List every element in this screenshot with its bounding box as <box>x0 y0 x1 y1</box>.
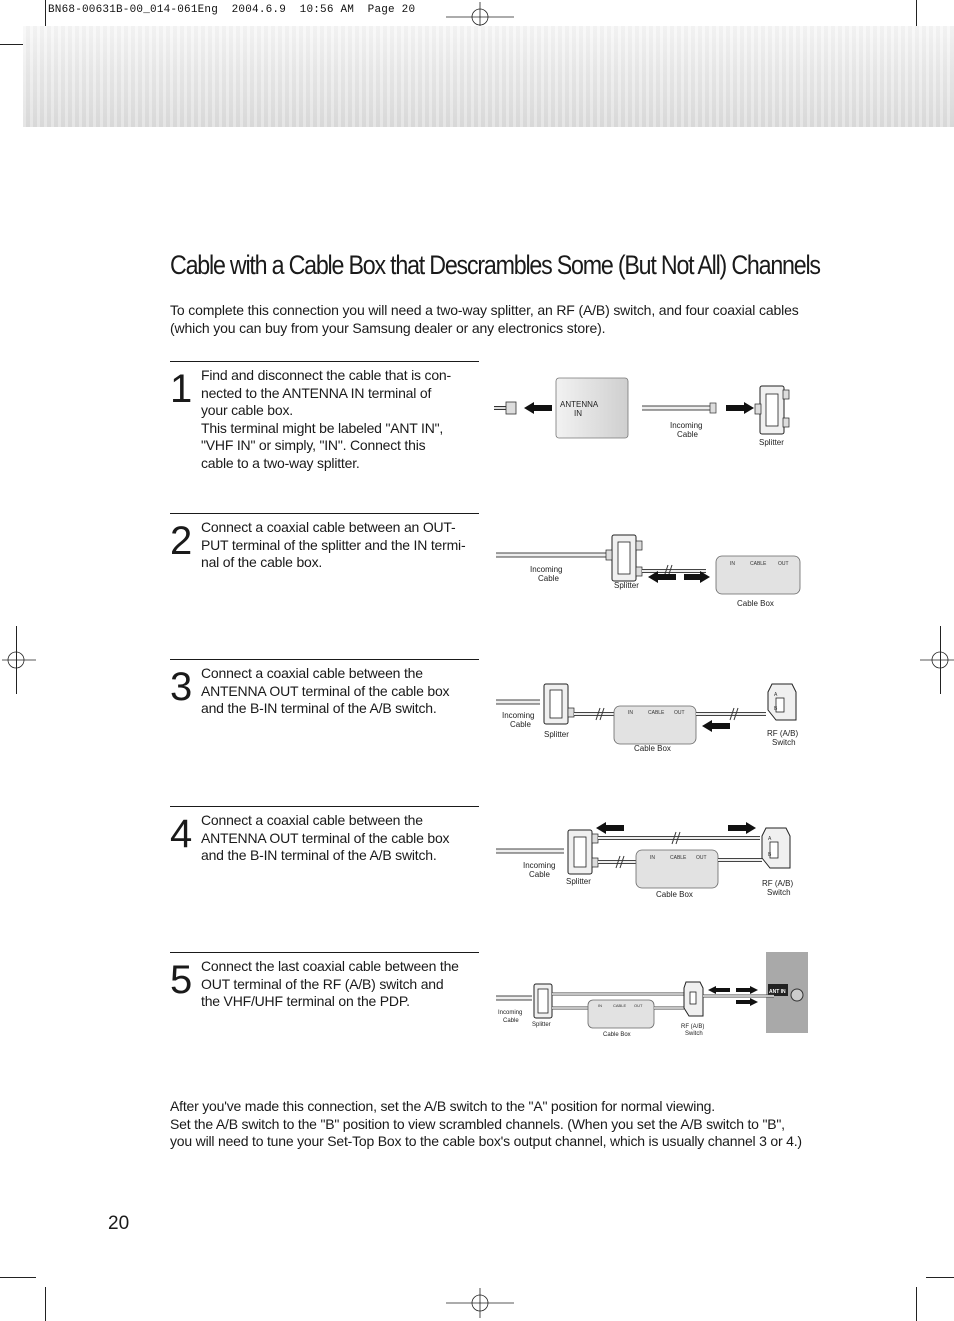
closing-line-2: Set the A/B switch to the "B" position to view scrambled channels. (When you set the A/B switch to "B", you will need to tune your Set-Top Box to the cable box's output channel, which is usually channel 3 or 4.) <box>170 1115 802 1149</box>
label-cable-box: Cable Box <box>634 744 671 752</box>
label-cable: Cable <box>503 1018 519 1024</box>
label-splitter: Splitter <box>614 581 639 590</box>
step-text: Connect a coaxial cable between the ANTENNA OUT terminal of the cable box and the B-IN terminal of the A/B switch. <box>201 812 450 863</box>
diagram-step-3 <box>496 680 806 752</box>
step-number: 2 <box>170 519 193 563</box>
label-cable: Cable <box>510 720 531 729</box>
label-incoming: Incoming <box>670 421 703 430</box>
diagram-step-2 <box>496 527 806 611</box>
step-text: Connect a coaxial cable between the ANTENNA OUT terminal of the cable box and the B-IN terminal of the A/B switch. <box>201 665 450 716</box>
label-rf: RF (A/B) <box>767 729 799 738</box>
label-cable-box: Cable Box <box>737 599 774 608</box>
coax-jack-icon <box>791 989 803 1001</box>
label-incoming: Incoming <box>523 861 556 870</box>
connector-icon <box>506 402 516 414</box>
svg-text:CABLE: CABLE <box>648 710 665 716</box>
svg-text:IN: IN <box>730 561 735 567</box>
label-splitter: Splitter <box>532 1022 551 1028</box>
label-splitter: Splitter <box>544 730 569 739</box>
arrow-right-icon <box>736 986 758 994</box>
svg-text:CABLE: CABLE <box>750 561 767 567</box>
step-number: 5 <box>170 958 193 1002</box>
label-splitter: Splitter <box>759 438 784 447</box>
svg-text:CABLE: CABLE <box>670 855 687 861</box>
label-rf: RF (A/B) <box>681 1024 705 1030</box>
cable-box-icon <box>588 1000 654 1028</box>
svg-text:IN: IN <box>628 710 633 716</box>
arrow-left-icon <box>708 986 730 994</box>
page-number: 20 <box>108 1213 130 1234</box>
cable-box-icon <box>716 556 800 594</box>
page-title: Cable with a Cable Box that Descrambles Some (But Not All) Channels <box>170 250 820 280</box>
arrow-right-icon <box>726 402 754 414</box>
diagram-step-1 <box>494 372 804 452</box>
svg-text:OUT: OUT <box>696 855 707 861</box>
splitter-icon <box>544 684 574 724</box>
step-number: 3 <box>170 665 193 709</box>
label-pdp-ant: ANT IN <box>769 989 786 995</box>
closing-line-1: After you've made this connection, set the A/B switch to the "A" position for normal viewing. <box>170 1098 715 1114</box>
label-cable: Cable <box>529 870 550 879</box>
splitter-icon <box>568 830 598 874</box>
label-cable: Cable <box>677 430 698 439</box>
step-text: Find and disconnect the cable that is con- nected to the ANTENNA IN terminal of your cable box. This terminal might be labeled "ANT IN", "VHF IN" or simply, "IN". Connect this cable to a two-way splitter. <box>201 367 451 471</box>
splitter-icon <box>534 984 552 1018</box>
arrow-left-icon <box>596 822 624 834</box>
step-4 <box>170 806 479 952</box>
label-rf: RF (A/B) <box>762 879 794 888</box>
label-incoming: Incoming <box>530 565 563 574</box>
ab-switch-icon <box>684 982 703 1016</box>
step-3 <box>170 659 479 805</box>
label-switch: Switch <box>767 888 791 897</box>
svg-text:A: A <box>774 692 778 698</box>
arrow-right-icon <box>728 822 756 834</box>
step-number: 1 <box>170 367 193 411</box>
cable-box-icon <box>614 706 696 744</box>
label-switch: Switch <box>772 738 796 747</box>
diagram-step-4 <box>496 820 806 900</box>
svg-text:OUT: OUT <box>778 561 789 567</box>
label-in: IN <box>574 409 582 418</box>
label-cable-box: Cable Box <box>656 890 693 899</box>
step-5 <box>170 952 479 1098</box>
arrow-left-icon <box>702 720 730 732</box>
label-switch: Switch <box>685 1031 703 1037</box>
step-text: Connect a coaxial cable between an OUT- PUT terminal of the splitter and the IN termi- nal of the cable box. <box>201 519 466 570</box>
label-incoming: Incoming <box>498 1010 523 1016</box>
arrow-right-icon <box>736 998 758 1006</box>
svg-text:OUT: OUT <box>634 1003 643 1008</box>
step-text: Connect the last coaxial cable between the OUT terminal of the RF (A/B) switch and the VHF/UHF terminal on the PDP. <box>201 958 459 1009</box>
ab-switch-icon <box>762 828 790 868</box>
svg-text:OUT: OUT <box>674 710 685 716</box>
step-number: 4 <box>170 812 193 856</box>
svg-text:CABLE: CABLE <box>613 1003 627 1008</box>
svg-text:IN: IN <box>598 1003 602 1008</box>
svg-text:IN: IN <box>650 855 655 861</box>
header-banner <box>23 26 954 127</box>
ab-switch-icon <box>768 684 796 720</box>
label-splitter: Splitter <box>566 877 591 886</box>
svg-text:B: B <box>774 706 778 712</box>
step-1 <box>170 361 479 512</box>
cable-box-icon <box>636 850 718 888</box>
label-antenna: ANTENNA <box>560 400 599 409</box>
label-cable-box: Cable Box <box>603 1032 631 1038</box>
label-incoming: Incoming <box>502 711 535 720</box>
arrow-left-icon <box>524 402 552 414</box>
label-cable: Cable <box>538 574 559 583</box>
diagram-step-5 <box>496 952 810 1038</box>
intro-paragraph: To complete this connection you will need a two-way splitter, an RF (A/B) switch, and four coaxial cables (which you can buy from your Samsung dealer or any electronics store). <box>170 302 799 336</box>
print-slug: BN68-00631B-00_014-061Eng 2004.6.9 10:56 AM Page 20 <box>48 4 416 16</box>
splitter-icon <box>606 535 642 581</box>
splitter-icon <box>755 386 789 434</box>
closing-paragraph <box>170 1098 810 1151</box>
svg-text:A: A <box>768 836 772 842</box>
svg-text:B: B <box>768 852 772 858</box>
step-2 <box>170 513 479 659</box>
